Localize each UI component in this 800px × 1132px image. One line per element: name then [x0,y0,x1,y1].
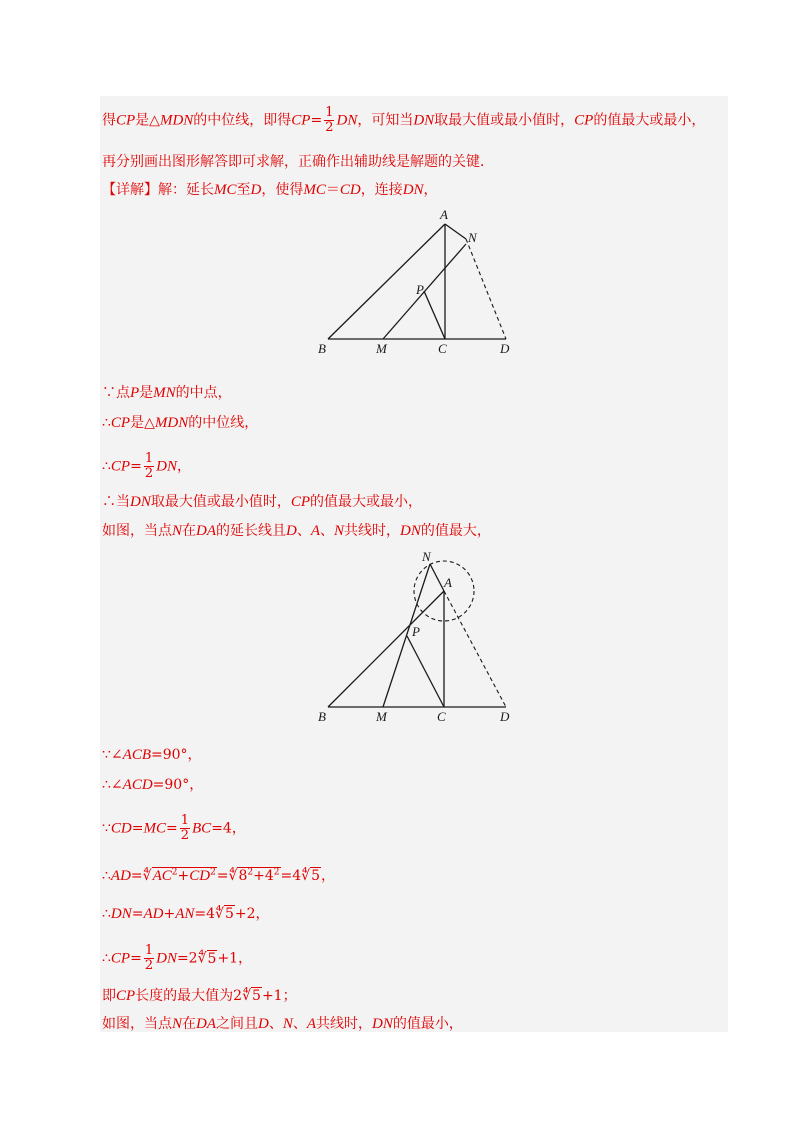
solution-line-10 [102,775,203,795]
var-cp: CP [291,112,311,129]
therefore-symbol: ∴ [102,868,111,884]
text: 长度的最大值为 [135,988,234,1004]
radical-symbol: ∜ [242,988,252,1004]
solution-line-12 [102,866,335,886]
exponent: 2 [247,867,254,878]
text: ， [189,777,204,793]
var-a: A [310,523,321,539]
label-c: C [437,709,446,723]
angle-symbol: ∠ [110,747,123,763]
text: 共线时， [316,1016,373,1032]
text: 解：延长 [158,182,214,198]
text: 的值最小， [392,1016,463,1032]
label-n: N [468,230,477,245]
label-a: A [444,575,452,590]
segment-an [445,224,466,239]
radical-symbol: ∜ [142,868,152,884]
var-dn: DN [400,523,421,539]
label-b: B [318,341,326,355]
var-dn: DN [156,950,177,967]
value: =90° [151,747,188,763]
label-d: D [500,341,510,355]
var-acb: ACB [122,747,151,763]
var-dn: DN [413,112,435,129]
text: 的中位线， [188,415,259,431]
solution-line-7 [102,492,422,512]
text: ， [238,950,253,967]
solution-line-1 [102,106,705,135]
text: 的延长线且 [216,523,287,539]
text: ，可知当 [357,112,414,129]
because-symbol: ∵ [102,747,111,763]
plus: + [177,868,190,884]
exponent: 2 [210,867,216,878]
therefore-symbol: ∴ [102,415,111,431]
text: ， [187,747,202,763]
var-cp: CP [110,458,131,475]
var-ad: AD [110,868,131,884]
because-symbol: ∵ [102,385,116,401]
exponent: 2 [171,867,178,878]
text: 的值最大或最小， [310,494,423,510]
label-n: N [422,549,431,564]
text: 是 [130,415,145,431]
therefore-symbol: ∴ [102,458,111,475]
number: 4 [264,868,274,884]
segment-mn [383,564,430,707]
var-acd: ACD [122,777,153,793]
var-n: N [172,1016,183,1032]
var-mn: MN [153,385,176,401]
var-dn: DN [130,494,151,510]
solution-line-16 [102,1014,463,1034]
text: 取最大值或最小值时， [150,494,291,510]
equals: = [216,868,229,884]
value: =4 [211,820,232,837]
text: 的中位线，即得 [193,112,292,129]
var-mc: MC [214,182,237,198]
value: +1 [261,988,283,1004]
var-mdn: MDN [154,415,189,431]
text: ， [423,182,438,198]
var-ac: AC [152,868,172,884]
text: 之间且 [216,1016,259,1032]
segment-cp [407,636,444,707]
solution-line-2 [102,152,494,172]
radicand [152,867,217,884]
var-a: A [306,1016,317,1032]
value: =4 [280,868,302,884]
angle-symbol: ∠ [110,777,123,793]
radicand: 5 [252,988,261,1004]
var-dn: DN [110,906,132,922]
text: 再分别画出图形解答即可求解，正确作出辅助线是解题的关键． [102,154,494,170]
var-d: D [286,523,297,539]
label-b: B [318,709,326,723]
value: =90° [152,777,190,793]
text: ，连接 [360,182,403,198]
plus: + [253,868,265,884]
plus: + [163,906,176,922]
var-d: D [258,1016,269,1032]
label-m: M [376,709,387,723]
text: 取最大值或最小值时， [434,112,575,129]
text: ； [282,988,297,1004]
label-d: D [500,709,510,723]
var-mc: MC [143,820,166,837]
text: 是 [139,385,154,401]
radicand: 5 [207,950,217,967]
text: ， [231,820,246,837]
text: 的值最大或最小， [593,112,706,129]
because-symbol: ∵ [102,820,111,837]
therefore-symbol: ∴ [102,906,111,922]
figure-2 [310,548,530,723]
text: ， [255,906,270,922]
segment-an [430,564,444,591]
var-dn: DN [336,112,358,129]
numerator: 1 [325,105,334,120]
exponent: 2 [273,867,280,878]
denominator: 2 [144,466,154,481]
radical-symbol: ∜ [215,906,224,922]
fraction-half [144,944,154,973]
text: 即 [102,988,116,1004]
label-c: C [438,341,447,355]
equals: ＝ [325,182,340,198]
text: 在 [182,1016,197,1032]
separator: 、 [268,1016,283,1032]
solution-line-3 [102,180,438,200]
denominator: 2 [325,120,334,135]
solution-line-5 [102,413,258,433]
solution-line-11 [102,814,246,843]
segment-ab [328,224,445,339]
segment-ad-dashed [444,591,506,707]
equals: = [130,868,143,884]
detail-tag: 【详解】 [102,182,158,198]
var-cp: CP [116,112,136,129]
radicand: 5 [224,906,234,922]
label-a: A [440,207,448,222]
separator: 、 [320,523,335,539]
solution-line-13 [102,904,270,924]
text: 至 [236,182,251,198]
numerator: 1 [144,943,154,958]
var-da: DA [196,523,217,539]
var-n: N [334,523,345,539]
var-da: DA [196,1016,217,1032]
numerator: 1 [144,451,154,466]
var-d: D [250,182,262,198]
fraction-half [324,106,334,135]
solution-line-14 [102,944,252,973]
text: 点 [116,385,130,401]
var-cd: CD [189,868,211,884]
solution-line-15 [102,986,297,1006]
var-p: P [130,385,140,401]
text: 得 [102,112,116,129]
fraction-half [180,814,190,843]
text: 的中点， [175,385,232,401]
segment-ab [328,591,444,707]
solution-line-8 [102,521,491,541]
radical-symbol: ∜ [301,868,311,884]
equals: = [131,820,144,837]
text: 共线时， [344,523,401,539]
separator: 、 [292,1016,307,1032]
value: +2 [234,906,256,922]
equals: = [166,820,178,837]
numerator: 1 [180,813,190,828]
text: 如图，当点 [102,1016,172,1032]
var-n: N [282,1016,293,1032]
equals: = [130,458,142,475]
value: +1 [217,950,239,967]
value: =2 [176,950,198,967]
text: 在 [182,523,197,539]
solution-line-9 [102,745,202,765]
solution-line-6 [102,452,191,481]
var-ad: AD [143,906,164,922]
var-cd: CD [110,820,132,837]
equals: = [130,950,142,967]
figure-1 [310,205,530,355]
var-cp: CP [574,112,594,129]
radical-symbol: ∜ [197,950,207,967]
number: 2 [233,988,243,1004]
var-bc: BC [192,820,212,837]
separator: 、 [296,523,311,539]
text: ， [176,458,191,475]
therefore-symbol: ∴ [102,777,111,793]
therefore-symbol: ∴ [102,494,116,510]
fraction-half [144,452,154,481]
radicand [237,867,280,884]
var-cp: CP [110,950,131,967]
number: 8 [238,868,248,884]
text: ，使得 [261,182,304,198]
var-cd: CD [339,182,361,198]
var-cp: CP [110,415,131,431]
text: 如图，当点 [102,523,172,539]
text: 的值最大， [420,523,491,539]
var-cp: CP [290,494,311,510]
radical-symbol: ∜ [228,868,238,884]
var-dn: DN [372,1016,393,1032]
therefore-symbol: ∴ [102,950,111,967]
denominator: 2 [180,828,190,843]
var-mdn: MDN [159,112,194,129]
triangle-symbol: △ [149,112,160,129]
var-mc: MC [303,182,326,198]
segment-cp [424,291,445,339]
text: 当 [116,494,130,510]
equals: = [131,906,144,922]
label-p: P [416,282,424,297]
var-cp: CP [116,988,136,1004]
label-m: M [376,341,387,355]
triangle-symbol: △ [144,415,155,431]
text: ， [320,868,335,884]
var-dn: DN [156,458,177,475]
label-p: P [412,624,420,639]
value: =4 [194,906,216,922]
var-an: AN [175,906,195,922]
equals: = [310,112,323,129]
solution-line-4 [102,383,232,403]
denominator: 2 [144,958,154,973]
segment-dn-dashed [466,239,506,339]
var-n: N [172,523,183,539]
text: 是 [135,112,150,129]
var-dn: DN [402,182,424,198]
radicand: 5 [311,868,320,884]
